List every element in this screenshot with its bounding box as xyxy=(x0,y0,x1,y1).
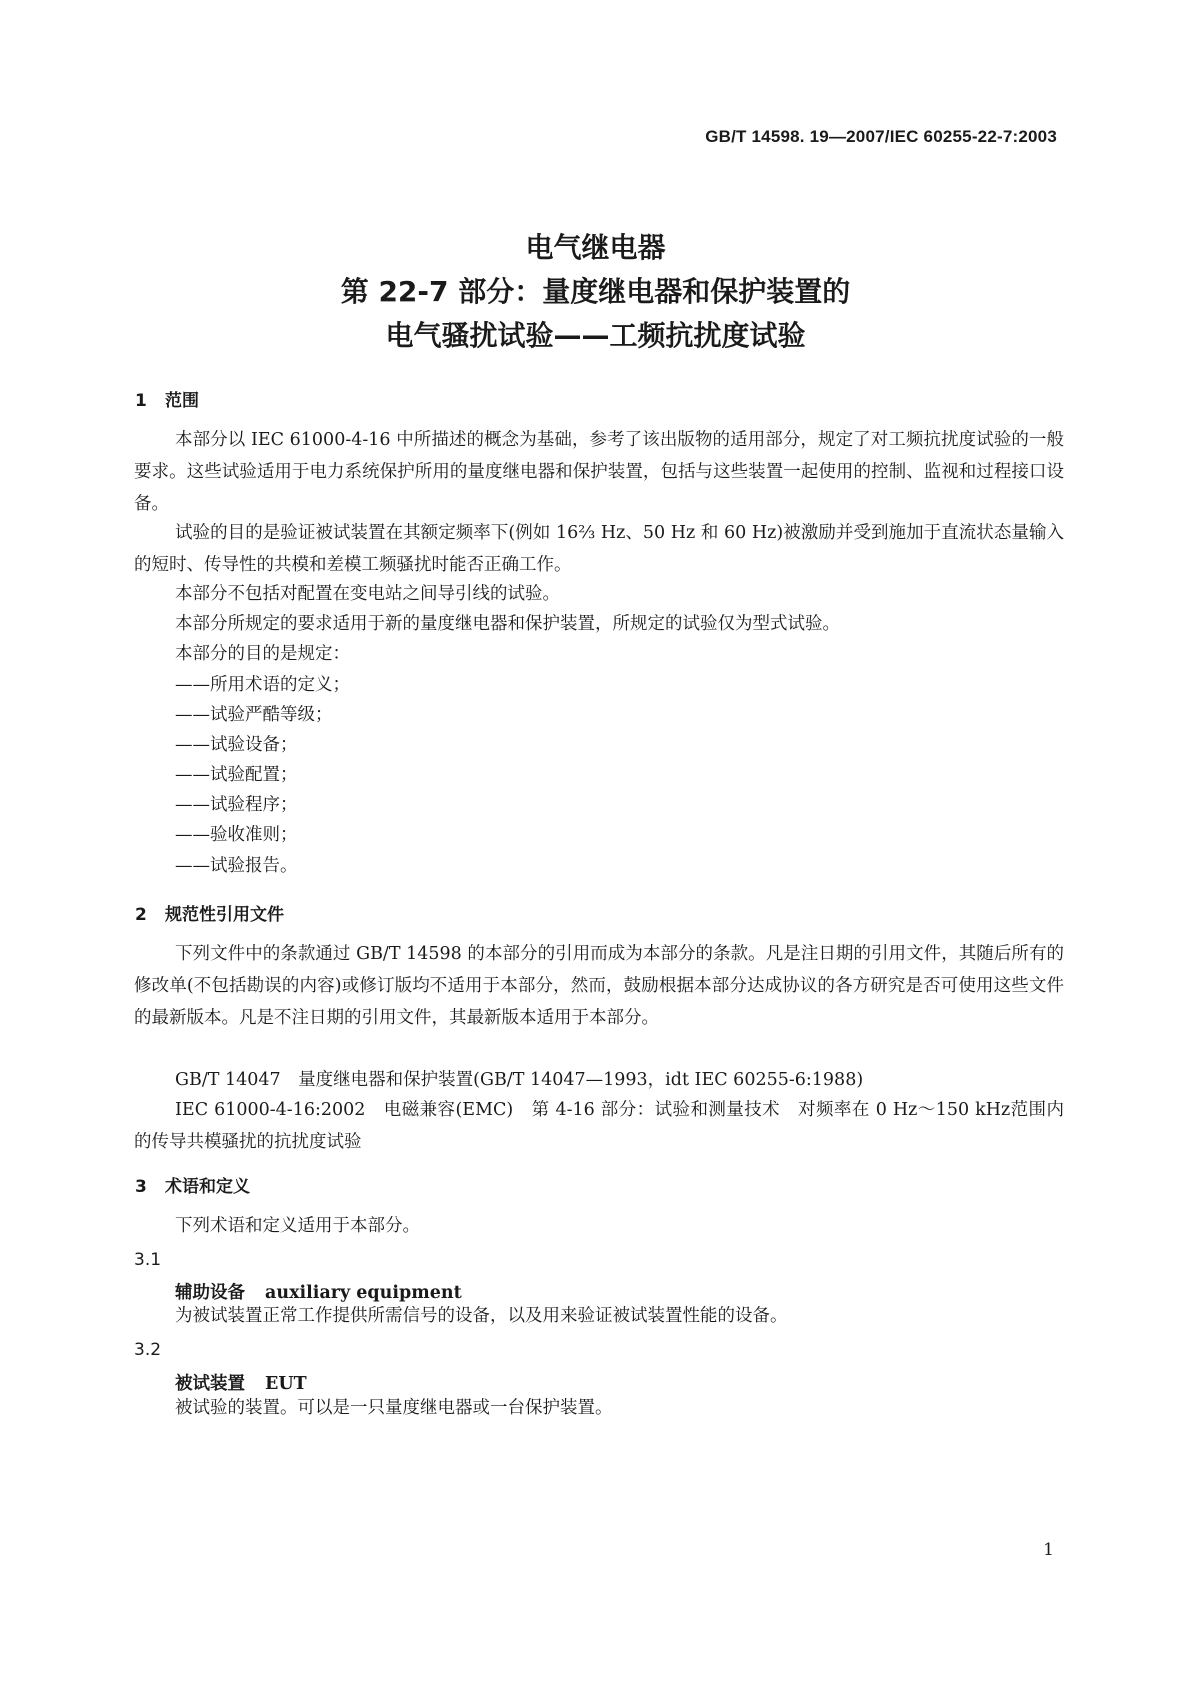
section-number: 1 xyxy=(135,391,147,411)
section-2-paragraph-1: 下列文件中的条款通过 GB/T 14598 的本部分的引用而成为本部分的条款。凡是注日期的引用文件，其随后所有的修改单(不包括勘误的内容)或修订版均不适用于本部分，然而，鼓励根据本部分达成协议的各方研究是否可使用这些文件的最新版本。凡是不注日期的引用文件，其最新版本适用于本部分。 xyxy=(134,944,1064,1028)
section-1-paragraph-3: 本部分不包括对配置在变电站之间导引线的试验。 xyxy=(175,584,560,604)
section-number: 2 xyxy=(135,905,147,925)
section-title: 规范性引用文件 xyxy=(165,905,284,925)
document-title xyxy=(0,226,1191,358)
list-item: ——试验报告。 xyxy=(175,856,298,876)
section-title: 术语和定义 xyxy=(165,1177,250,1197)
section-3-heading xyxy=(135,1172,250,1197)
section-2-heading xyxy=(135,900,284,925)
list-item: ——验收准则； xyxy=(175,825,298,845)
section-3-paragraph-1: 下列术语和定义适用于本部分。 xyxy=(175,1216,420,1236)
term-chinese: 被试装置 xyxy=(175,1374,245,1394)
section-1-paragraph-4: 本部分所规定的要求适用于新的量度继电器和保护装置，所规定的试验仅为型式试验。 xyxy=(175,614,840,634)
normative-reference-1: GB/T 14047 量度继电器和保护装置(GB/T 14047—1993，idt IEC 60255-6:1988) xyxy=(175,1070,864,1090)
term-definition: 被试验的装置。可以是一只量度继电器或一台保护装置。 xyxy=(175,1398,613,1418)
clause-3-2-number: 3.2 xyxy=(134,1340,162,1360)
section-1-paragraph-1: 本部分以 IEC 61000-4-16 中所描述的概念为基础，参考了该出版物的适用部分，规定了对工频抗扰度试验的一般要求。这些试验适用于电力系统保护所用的量度继电器和保护装置，包括与这些装置一起使用的控制、监视和过程接口设备。 xyxy=(134,430,1064,514)
list-item: ——所用术语的定义； xyxy=(175,675,350,695)
list-item: ——试验设备； xyxy=(175,735,298,755)
list-item: ——试验配置； xyxy=(175,765,298,785)
term-definition: 为被试装置正常工作提供所需信号的设备，以及用来验证被试装置性能的设备。 xyxy=(175,1306,788,1326)
normative-reference-2: IEC 61000-4-16:2002 电磁兼容(EMC) 第 4-16 部分：试验和测量技术 对频率在 0 Hz～150 kHz范围内的传导共模骚扰的抗扰度试验 xyxy=(134,1100,1064,1152)
list-item: ——试验程序； xyxy=(175,795,298,815)
section-title: 范围 xyxy=(165,391,199,411)
title-line-2: 第 22-7 部分：量度继电器和保护装置的 xyxy=(340,275,851,308)
section-1-paragraph-5: 本部分的目的是规定： xyxy=(175,644,350,664)
term-english: auxiliary equipment xyxy=(265,1283,462,1303)
section-1-paragraph-2: 试验的目的是验证被试装置在其额定频率下(例如 16⅔ Hz、50 Hz 和 60 Hz)被激励并受到施加于直流状态量输入的短时、传导性的共模和差模工频骚扰时能否正确工作。 xyxy=(134,523,1064,575)
document-header-id: GB/T 14598. 19—2007/IEC 60255-22-7:2003 xyxy=(705,127,1057,146)
term-english: EUT xyxy=(265,1374,307,1394)
section-number: 3 xyxy=(135,1177,147,1197)
title-line-1: 电气继电器 xyxy=(525,231,666,264)
page-number: 1 xyxy=(1043,1540,1054,1560)
term-chinese: 辅助设备 xyxy=(175,1283,245,1303)
title-line-3: 电气骚扰试验——工频抗扰度试验 xyxy=(385,319,806,352)
list-item: ——试验严酷等级； xyxy=(175,705,333,725)
clause-3-1-number: 3.1 xyxy=(134,1250,162,1270)
section-1-heading xyxy=(135,386,199,411)
